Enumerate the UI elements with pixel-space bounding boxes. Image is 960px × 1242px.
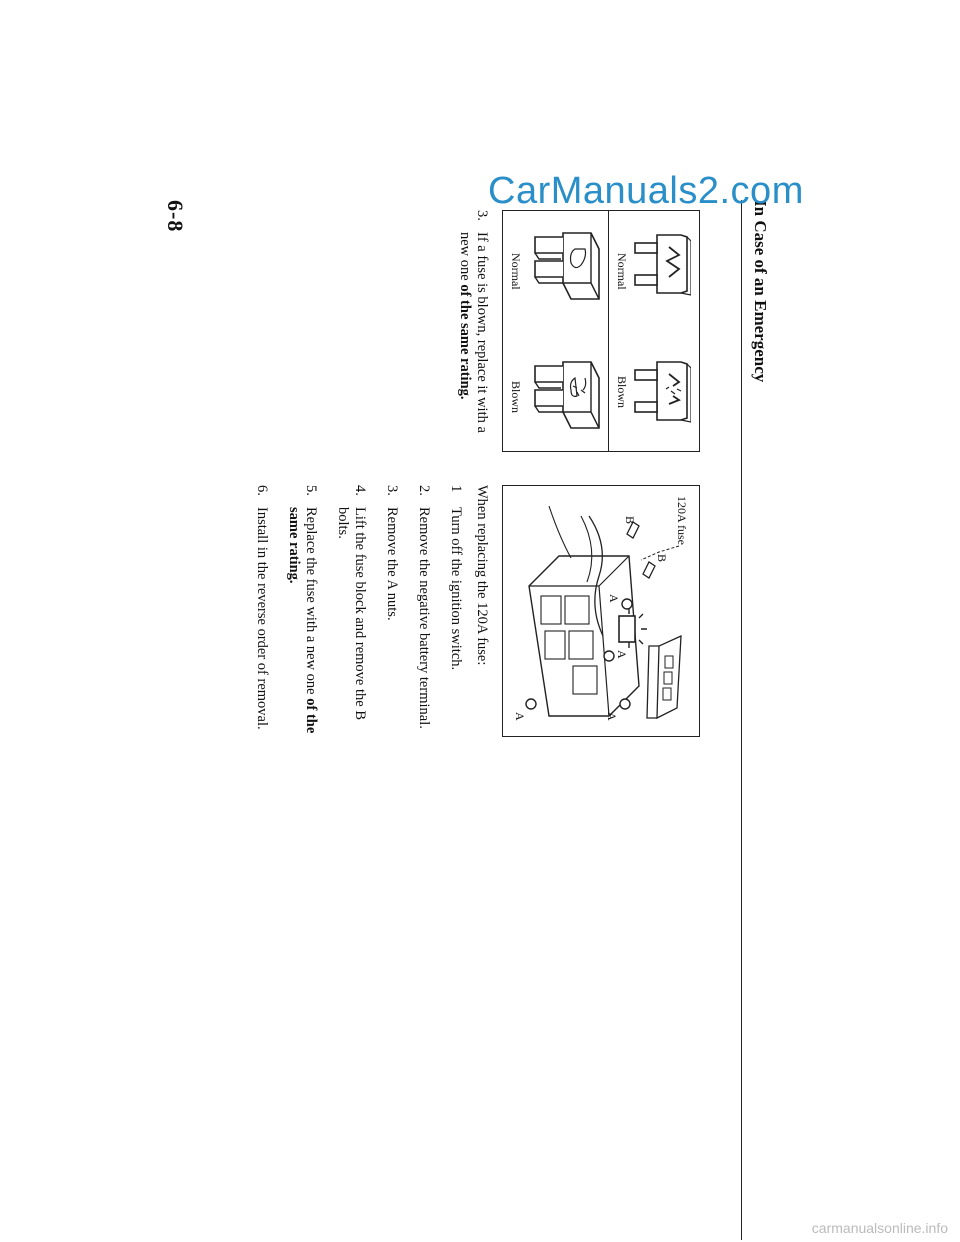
step-number: 3.: [384, 485, 400, 496]
normal-blade-fuse-icon: [633, 229, 691, 299]
label-nut-a-1: A: [607, 594, 621, 603]
label-bolt-b-2: B: [655, 554, 669, 563]
step-text-bold: of the same rating.: [286, 507, 319, 734]
fuse-block-figure: [502, 485, 700, 737]
step-text-regular: If a fuse is blown, replace it with a new one: [457, 232, 490, 433]
watermark-carmanuals2[interactable]: CarManuals2.com: [488, 170, 804, 212]
procedure-step: [383, 485, 400, 755]
procedure-intro: When replacing the 120A fuse:: [474, 485, 490, 666]
step-number: 2.: [416, 485, 432, 496]
section-title: In Case of an Emergency: [751, 200, 770, 383]
fuse-label-normal-top: Normal: [615, 253, 629, 290]
step-number: 5.: [303, 485, 319, 496]
step-number: 6.: [254, 485, 270, 496]
fuse-block-illustration: [503, 486, 699, 736]
page-number: 6-8: [163, 200, 188, 233]
procedure-step: [334, 485, 368, 755]
procedure-step: [253, 485, 270, 755]
procedure-steps: [238, 485, 464, 755]
watermark-carmanualsonline[interactable]: carmanualsonline.info: [811, 1220, 948, 1236]
step-text-bold: of the same rating.: [457, 284, 473, 400]
step-text: Remove the negative battery terminal.: [416, 507, 432, 729]
step-text: Remove the A nuts.: [384, 507, 400, 621]
label-nut-a-2: A: [615, 650, 629, 659]
normal-block-fuse-icon: [529, 227, 601, 303]
blown-block-fuse-icon: [529, 356, 601, 432]
rotated-content: [163, 200, 770, 1240]
step-text: [285, 507, 319, 755]
label-120a-fuse: 120A fuse: [675, 496, 689, 545]
label-bolt-b-1: B: [623, 516, 637, 525]
step-text: Install in the reverse order of removal.: [254, 507, 270, 730]
procedure-step: [415, 485, 432, 755]
fuse-label-blown-top: Blown: [615, 376, 629, 409]
step-text: Lift the fuse block and remove the B bolts.: [335, 507, 368, 721]
header-rule: [741, 200, 742, 1240]
step-number: 3.: [474, 210, 490, 221]
label-nut-a-4: A: [513, 712, 527, 721]
procedure-step: [447, 485, 464, 755]
fuse-comparison-figure: [502, 210, 700, 452]
step-number: 1: [448, 485, 464, 493]
procedure-step: [285, 485, 319, 755]
label-nut-a-3: A: [605, 712, 619, 721]
step-text-regular: Replace the fuse with a new one: [303, 507, 319, 699]
fuse-label-normal-bottom: Normal: [509, 253, 523, 290]
blown-blade-fuse-icon: [633, 356, 691, 426]
fuse-label-blown-bottom: Blown: [509, 381, 523, 414]
step-text: [456, 232, 490, 460]
step-number: 4.: [352, 485, 368, 496]
step-text: Turn off the ignition switch.: [448, 507, 464, 671]
figure-divider: [608, 211, 609, 451]
